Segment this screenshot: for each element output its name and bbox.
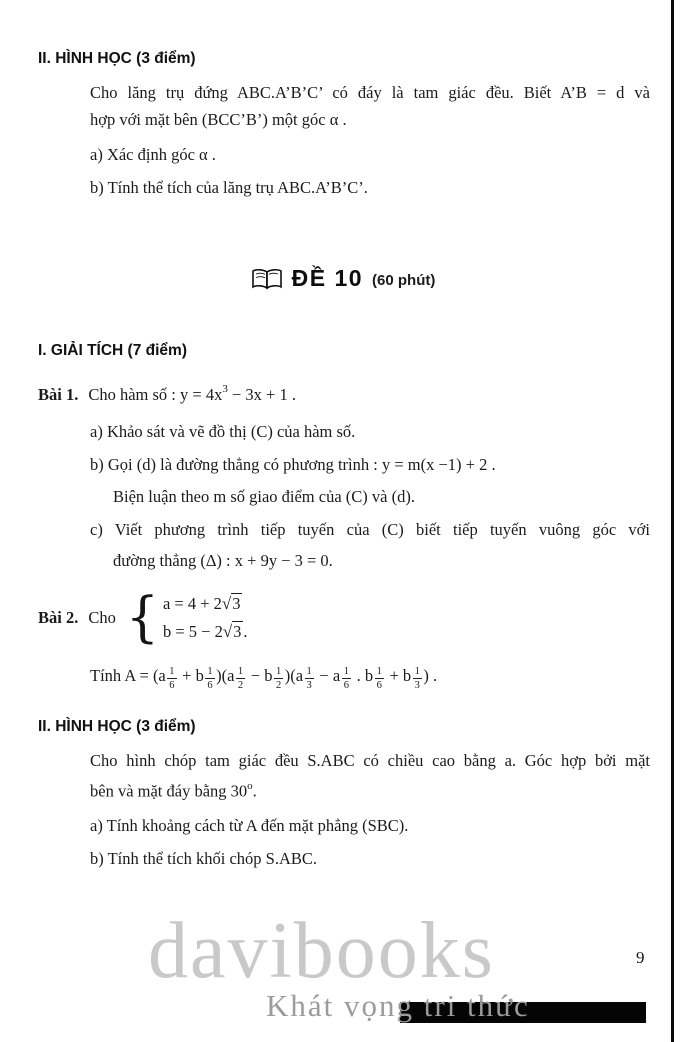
open-book-icon [251,268,283,290]
exercise-item-b: b) Tính thể tích khối chóp S.ABC. [90,849,318,869]
section-heading-hinh-hoc-bottom: II. HÌNH HỌC (3 điểm) [38,717,196,735]
sqrt-icon: √ [221,593,232,613]
section-heading-giai-tich: I. GIẢI TÍCH (7 điểm) [38,342,187,359]
exercise-item-b-continued: Biện luận theo m số giao điểm của (C) và (d). [113,486,415,506]
scan-edge-vertical-line [671,0,674,1042]
exercise-item-a: a) Xác định góc α . [90,145,216,164]
paragraph-line: Cho hình chóp tam giác đều S.ABC có chiều cao bằng a. Góc hợp bởi mặt [90,750,650,770]
math-expression-tinh-A: Tính A = (a $\frac{1}{6}$ + b $\frac{1}{6}$ )(a $\frac{1}{2}$ − b $\frac{1}{2}$ )(a $\frac{1}{3}$ − a $\frac{1}{6}$ . b $\frac{1}{6}$ + b $\frac{1}{3}$ ) . [90,665,438,691]
paragraph-line: hợp với mặt bên (BCC’B’) một góc α . [90,110,347,129]
system-line-1: a = 4 + 2√3 [162,593,241,613]
exam-title: ĐỀ 10 [291,265,364,291]
problem-1-statement [38,376,648,409]
exercise-item-c: c) Viết phương trình tiếp tuyến của (C) biết tiếp tuyến vuông góc với [90,519,650,539]
paragraph-line: bên và mặt đáy bằng 30$^o$. [90,779,257,801]
math-expression: Cho hàm số : $y = 4x^3 - 3x + 1$ . [88,383,296,404]
exercise-item-a: a) Khảo sát và vẽ đồ thị (C) của hàm số. [90,421,356,441]
exercise-item-c-continued: đường thẳng (Δ) : x + 9y − 3 = 0. [113,550,333,570]
problem-2-statement [38,586,648,649]
sqrt-icon: √ [222,621,233,641]
problem-label: Bài 2. [38,607,79,627]
exam-header [38,265,648,292]
exam-duration: (60 phút) [372,272,436,289]
system-brace: { [125,586,159,649]
exercise-item-b: b) Gọi (d) là đường thẳng có phương trình : y = m(x −1) + 2 . [90,454,496,474]
watermark-text: davibooks [148,907,495,995]
problem-text: Cho [88,607,116,627]
exercise-item-a: a) Tính khoảng cách từ A đến mặt phẳng (SBC). [90,816,409,836]
page-number: 9 [636,948,645,967]
equation-system [163,590,248,646]
watermark-slogan: Khát vọng tri thức [266,988,530,1023]
problem-label: Bài 1. [38,384,79,404]
exercise-item-b: b) Tính thể tích của lăng trụ ABC.A’B’C’. [90,178,368,197]
section-heading-hinh-hoc-top: II. HÌNH HỌC (3 điểm) [38,50,196,67]
paragraph-line: Cho lăng trụ đứng ABC.A’B’C’ có đáy là tam giác đều. Biết A’B = d và [90,83,650,102]
system-line-2: b = 5 − 2√3 . [162,621,248,641]
